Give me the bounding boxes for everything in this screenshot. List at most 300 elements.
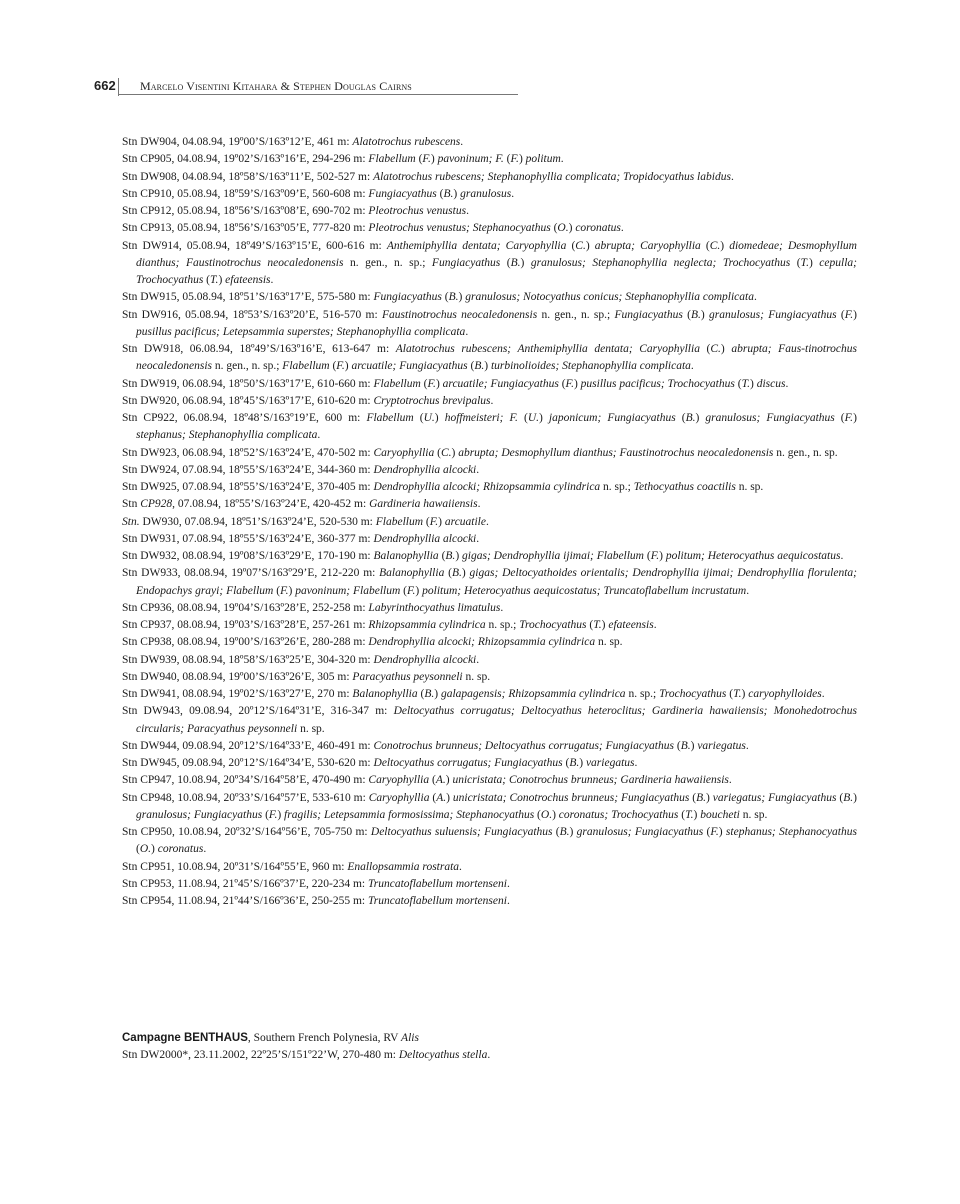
record-text: n. gen., n. sp.; (537, 308, 615, 321)
station-record (122, 548, 857, 565)
taxon-name: T. (741, 377, 750, 390)
taxon-name: B. (443, 187, 454, 200)
record-text: ( (136, 843, 140, 856)
station-record (122, 220, 857, 237)
record-text: ) (151, 843, 158, 856)
record-text: . (500, 601, 504, 614)
taxon-name: turbinolioides; Stephanophyllia complicata (490, 360, 691, 373)
taxon-name: stephanus; Stephanophyllia complicata (136, 429, 318, 442)
taxon-name: A. (435, 774, 446, 787)
record-text: ) (853, 412, 857, 424)
taxon-name: hoffmeisteri; F. (444, 412, 518, 424)
station-record (122, 738, 857, 755)
record-text: . (746, 584, 750, 597)
taxon-name: B. (474, 360, 485, 373)
taxon-name: Truncatoflabellum mortenseni (367, 877, 507, 890)
taxon-name: Anthemiphyllia dentata; Caryophyllia (386, 239, 567, 252)
record-text: ( (836, 791, 844, 804)
station-record (122, 531, 857, 548)
record-text: . (690, 360, 694, 373)
record-text: Stn CP951, 10.08.94, 20º31’S/164º55’E, 960 m: (122, 860, 348, 873)
taxon-name: variegatus (585, 757, 635, 769)
taxon-name: Deltocyathus suluensis; Fungiacyathus (370, 826, 553, 838)
taxon-name: B. (680, 739, 691, 752)
station-record (122, 514, 857, 531)
taxon-name: F. (565, 377, 574, 390)
taxon-name: B. (510, 256, 521, 269)
taxon-name: Stn. (122, 515, 140, 528)
taxon-name: B. (424, 688, 435, 700)
taxon-name: arcuatile; Fungiacyathus (442, 377, 559, 390)
taxon-name: abrupta; Caryophyllia (594, 239, 701, 252)
record-text: ( (329, 360, 337, 373)
taxon-name: Tethocyathus coactilis (633, 481, 736, 493)
record-text: n. gen., n. sp.; (343, 256, 432, 269)
record-text: Stn CP953, 11.08.94, 21º45’S/166º37’E, 220-234 m: (122, 877, 368, 890)
record-text: ) (579, 757, 586, 769)
taxon-name: Truncatoflabellum mortenseni (367, 895, 507, 907)
record-text: ) (720, 343, 732, 355)
record-text: ( (586, 619, 594, 631)
record-text: ( (675, 412, 686, 424)
record-text: ( (273, 584, 281, 597)
station-record (122, 600, 857, 617)
header-horizontal-rule (118, 94, 518, 95)
taxon-name: F. (844, 412, 854, 424)
taxon-name: O. (540, 808, 553, 821)
station-record (122, 169, 857, 186)
taxon-name: Caryophyllia (373, 446, 435, 459)
taxon-name: coronatus; Trochocyathus (558, 808, 679, 821)
taxon-name: Fungiacyathus (368, 187, 437, 200)
taxon-name: Trochocyathus (659, 688, 727, 700)
taxon-name: Pleotrochus venustus; Stephanocyathus (368, 222, 551, 235)
taxon-name: Alatotrochus rubescens; Anthemiphyllia dentata; Caryophyllia (395, 343, 700, 355)
taxon-name: Balanophyllia (379, 567, 445, 580)
taxon-name: Conotrochus brunneus; Deltocyathus corrugatus; Fungiacyathus (373, 739, 674, 752)
taxon-name: O. (557, 222, 569, 235)
record-text: n. gen., n. sp.; (212, 360, 283, 373)
record-text: Stn CP912, 05.08.94, 18º56’S/163º08’E, 690-702 m: (122, 205, 369, 217)
taxon-name: granulosus; Fungiacyathus (708, 308, 837, 321)
record-text: ( (673, 739, 681, 752)
record-text: Stn DW904, 04.08.94, 19º00’S/163º12’E, 461 m: (122, 136, 353, 148)
record-text: Stn CP913, 05.08.94, 18º56’S/163º05’E, 777-820 m: (122, 222, 369, 235)
taxon-name: coronatus (575, 222, 621, 235)
record-text: ( (203, 274, 211, 286)
taxon-name: Flabellum (375, 515, 424, 528)
record-text: . (620, 222, 624, 235)
record-text: n. sp.; (485, 619, 520, 631)
record-text: ) (344, 360, 352, 373)
taxon-name: politum; Heterocyathus aequicostatus (665, 550, 841, 562)
record-text: ) (218, 274, 226, 286)
taxon-name: abrupta; Faus-tinotrochus neocaledonensis (136, 343, 857, 373)
taxon-name: Caryophyllia (368, 791, 430, 804)
record-text: Stn DW925, 07.08.94, 18º55’S/163º24’E, 370-405 m: (122, 481, 374, 493)
taxon-name: japonicum; Fungiacyathus (548, 412, 676, 424)
record-text: . (560, 153, 564, 166)
record-text: ( (726, 688, 734, 700)
record-text: ) (601, 619, 609, 631)
taxon-name: abrupta; Desmophyllum dianthus; Faustinotrochus neocaledonensis (458, 446, 774, 459)
record-text: DW930, 07.08.94, 18º51’S/163º24’E, 520-530 m: (139, 515, 376, 528)
record-text: Stn DW923, 06.08.94, 18º52’S/163º24’E, 470-502 m: (122, 446, 374, 459)
station-record (122, 376, 857, 393)
taxon-name: Dendrophyllia alcocki (373, 463, 477, 476)
taxon-name: T. (685, 808, 694, 821)
record-text: Stn CP937, 08.08.94, 19º03’S/163º28’E, 257-261 m: (122, 619, 369, 631)
record-text: ( (438, 550, 446, 562)
record-text: ( (429, 774, 436, 787)
record-text: ( (415, 153, 423, 166)
record-text: ) (568, 222, 576, 235)
record-text: ( (552, 826, 560, 838)
record-text: Stn CP938, 08.08.94, 19º00’S/163º26’E, 280-288 m: (122, 636, 369, 649)
record-text: . (506, 895, 510, 907)
taxon-name: Alatotrochus rubescens; Stephanophyllia complicata; Tropidocyathus labidus (373, 170, 731, 183)
taxon-name: Flabellum (366, 412, 414, 424)
record-text: n. sp. (735, 481, 764, 493)
record-text: Stn DW945, 09.08.94, 20º12’S/164º34’E, 530-620 m: (122, 757, 374, 769)
record-text: ) (484, 360, 491, 373)
record-text: ) (659, 550, 666, 562)
record-text: Stn DW940, 08.08.94, 19º00’S/163º26’E, 305 m: (122, 670, 353, 683)
taxon-name: efateensis (608, 619, 654, 631)
record-text: ( (566, 239, 576, 252)
taxon-name: granulosus; Notocyathus conicus; Stephanophyllia complicata (465, 291, 754, 304)
record-text: Stn CP922, 06.08.94, 18º48’S/163º19’E, 600 m: (122, 412, 367, 424)
taxon-name: O. (139, 843, 152, 856)
station-record (122, 634, 857, 651)
taxon-name: fragilis; Letepsammia formosissima; Stephanocyathus (284, 808, 535, 821)
record-text: . (203, 843, 207, 856)
record-text: Stn CP950, 10.08.94, 20º32’S/164º56’E, 705-750 m: (122, 826, 371, 838)
station-record (122, 393, 857, 410)
record-text: ( (682, 308, 691, 321)
record-text: Stn CP954, 11.08.94, 21º44’S/166º36’E, 250-255 m: (122, 895, 368, 907)
record-text: ) (552, 808, 559, 821)
record-text: Stn DW919, 06.08.94, 18º50’S/163º17’E, 610-660 m: (122, 377, 374, 390)
station-record (122, 772, 857, 789)
record-text: ( (423, 515, 430, 528)
taxon-name: B. (843, 791, 854, 804)
taxon-name: arcuatile; Fungiacyathus (351, 360, 468, 373)
record-text: ) (455, 550, 463, 562)
taxon-name: granulosus (460, 187, 512, 200)
station-record (122, 289, 857, 306)
record-text: ( (429, 791, 437, 804)
record-text: ) (415, 584, 423, 597)
station-record (122, 341, 857, 376)
record-text: . (270, 274, 274, 286)
taxon-name: F. (422, 153, 431, 166)
record-text: n. sp.; (600, 481, 634, 493)
station-record (122, 462, 857, 479)
record-text: Stn DW932, 08.08.94, 19º08’S/163º29’E, 170-190 m: (122, 550, 374, 562)
running-header (94, 78, 854, 100)
taxon-name: U. (423, 412, 435, 424)
taxon-name: cepulla; Trochocyathus (136, 256, 857, 286)
campaign-title: Campagne BENTHAUS (122, 1032, 248, 1044)
taxon-name: A. (436, 791, 447, 804)
taxon-name: T. (593, 619, 602, 631)
taxon-name: Balanophyllia (352, 688, 418, 700)
record-text: ( (700, 239, 710, 252)
record-text: ) (700, 308, 709, 321)
record-text: Stn DW914, 05.08.94, 18º49’S/163º15’E, 600-616 m: (122, 239, 387, 252)
record-text: . (476, 463, 480, 476)
record-text: ) (853, 308, 857, 321)
campaign-vessel: Alis (401, 1032, 419, 1044)
record-text: ( (734, 377, 742, 390)
record-text: Stn CP905, 04.08.94, 19º02’S/163º16’E, 294-296 m: (122, 153, 369, 166)
record-text: . (465, 325, 469, 338)
record-text: ) (430, 153, 438, 166)
taxon-name: F. (427, 377, 436, 390)
record-text: ( (790, 256, 801, 269)
taxon-name: stephanus; Stephanocyathus (725, 826, 857, 838)
taxon-name: B. (690, 308, 701, 321)
record-text: ( (534, 808, 541, 821)
taxon-name: granulosus; Fungiacyathus (136, 808, 263, 821)
record-text: ) (438, 515, 445, 528)
taxon-name: granulosus; Fungiacyathus (576, 826, 704, 838)
station-record (122, 755, 857, 772)
record-text: Stn (122, 498, 141, 511)
station-record (122, 669, 857, 686)
record-text: Stn DW933, 08.08.94, 19º07’S/163º29’E, 212-220 m: (122, 567, 380, 580)
record-text: ) (434, 412, 445, 424)
record-text: . (506, 877, 510, 890)
taxon-name: politum; Heterocyathus aequicostatus; Truncatoflabellum incrustatum (422, 584, 747, 597)
record-text: ) (573, 377, 581, 390)
taxon-name: Caryophyllia (368, 774, 430, 787)
record-text: ( (517, 412, 528, 424)
record-text: . (745, 739, 749, 752)
record-text: ( (400, 584, 407, 597)
taxon-name: granulosus; Fungiacyathus (705, 412, 835, 424)
record-text: . (476, 653, 480, 666)
taxon-name: Fungiacyathus (373, 291, 442, 304)
station-record (122, 203, 857, 220)
record-text: ) (569, 826, 577, 838)
record-text: Stn CP936, 08.08.94, 19º04’S/163º28’E, 252-258 m: (122, 601, 369, 614)
record-text: . (477, 498, 481, 511)
record-text: . (728, 774, 732, 787)
record-text: Stn DW939, 08.08.94, 18º58’S/163º25’E, 304-320 m: (122, 653, 374, 666)
taxon-name: F. (650, 550, 660, 562)
taxon-name: F. (429, 515, 439, 528)
record-text: ( (550, 222, 558, 235)
taxon-name: arcuatile (444, 515, 486, 528)
taxon-name: C. (440, 446, 452, 459)
campaign-station-record (122, 1047, 857, 1064)
record-text: ) (690, 739, 698, 752)
taxon-name: discus (756, 377, 786, 390)
taxon-name: boucheti (700, 808, 740, 821)
taxon-name: Flabellum (282, 360, 330, 373)
station-record (122, 824, 857, 859)
record-text: ( (562, 757, 570, 769)
station-record (122, 876, 857, 893)
record-text: ( (467, 360, 475, 373)
taxon-name: Dendrophyllia alcocki; Rhizopsammia cylindrica (368, 636, 596, 649)
record-text: ) (458, 291, 466, 304)
taxon-name: B. (448, 291, 459, 304)
record-text: . (487, 1049, 491, 1062)
record-text: ) (720, 239, 730, 252)
record-text: . (485, 515, 489, 528)
station-record (122, 686, 857, 703)
taxon-name: caryophylloides (748, 688, 822, 700)
taxon-name: gigas; Dendrophyllia ijimai; Flabellum (462, 550, 644, 562)
taxon-name: B. (445, 550, 456, 562)
station-record (122, 479, 857, 496)
record-text: Stn DW943, 09.08.94, 20º12’S/164º31’E, 316-347 m: (122, 705, 394, 718)
taxon-name: diomedeae; Desmophyllum dianthus; Faustinotrochus neocaledonensis (136, 239, 857, 269)
record-text: Stn DW918, 06.08.94, 18º49’S/163º16’E, 613-647 m: (122, 343, 396, 355)
taxon-name: Fungiacyathus (431, 256, 501, 269)
record-text: Stn DW931, 07.08.94, 18º55’S/163º24’E, 360-377 m: (122, 532, 374, 545)
record-text: ( (689, 791, 697, 804)
taxon-name: F. (268, 808, 278, 821)
taxon-name: T. (733, 688, 742, 700)
record-text: ( (558, 377, 566, 390)
record-text: . (634, 757, 638, 769)
record-text: ) (435, 377, 443, 390)
record-text: n. sp. (739, 808, 768, 821)
taxon-name: variegatus; Fungiacyathus (712, 791, 837, 804)
taxon-name: Cryptotrochus brevipalus (373, 394, 491, 407)
record-text: Stn DW944, 09.08.94, 20º12’S/164º33’E, 460-491 m: (122, 739, 374, 752)
record-text: ( (503, 153, 511, 166)
record-text: ( (420, 377, 428, 390)
taxon-name: variegatus (697, 739, 746, 752)
taxon-name: Pleotrochus venustus (368, 205, 467, 217)
page-number: 662 (94, 78, 116, 93)
record-text: ( (500, 256, 511, 269)
taxon-name: B. (569, 757, 580, 769)
taxon-name: C. (575, 239, 586, 252)
record-text: n. sp. (595, 636, 623, 649)
record-text: ) (585, 239, 595, 252)
record-text: Stn DW924, 07.08.94, 18º55’S/163º24’E, 344-360 m: (122, 463, 374, 476)
taxon-name: gigas; Deltocyathoides orientalis; Dendrophyllia ijimai; Dendrophyllia florulenta; Endopachys grayi; Flabellum (136, 567, 857, 597)
taxon-name: Labyrinthocyathus limatulus (368, 601, 501, 614)
record-text: . (317, 429, 321, 442)
record-text: . (730, 170, 734, 183)
record-text: ) (461, 567, 470, 580)
record-text: ( (703, 826, 711, 838)
record-text: ) (434, 688, 441, 700)
taxon-name: Trochocyathus (519, 619, 587, 631)
record-text: ) (445, 774, 453, 787)
campaign-subtitle: , Southern French Polynesia, RV (247, 1032, 402, 1044)
station-record (122, 790, 857, 825)
station-record (122, 307, 857, 342)
taxon-name: Flabellum (373, 377, 421, 390)
taxon-name: F. (407, 584, 416, 597)
taxon-name: CP928 (140, 498, 173, 511)
record-text: ( (836, 308, 845, 321)
taxon-name: galapagensis; Rhizopsammia cylindrica (440, 688, 626, 700)
station-record (122, 151, 857, 168)
record-text: ( (699, 343, 711, 355)
station-record (122, 445, 857, 462)
record-text: ) (853, 791, 857, 804)
record-text: . (466, 205, 469, 217)
record-text: ) (520, 256, 531, 269)
record-text: ) (750, 377, 757, 390)
record-text: n. sp. (297, 722, 325, 735)
record-text: ) (808, 256, 820, 269)
station-records (122, 134, 857, 910)
campaign-heading (122, 1030, 857, 1047)
record-text: ( (417, 688, 425, 700)
station-record (122, 565, 857, 600)
record-text: . (490, 394, 494, 407)
record-text: Stn CP948, 10.08.94, 20º33’S/164º57’E, 533-610 m: (122, 791, 369, 804)
taxon-name: B. (559, 826, 570, 838)
record-text: ) (706, 791, 713, 804)
record-text: ) (693, 808, 701, 821)
taxon-name: Deltocyathus corrugatus; Fungiacyathus (373, 757, 563, 769)
taxon-name: Gardineria hawaiiensis (369, 498, 478, 511)
record-text: . (459, 860, 462, 873)
record-text: . (653, 619, 657, 631)
record-text: ( (678, 808, 686, 821)
station-record (122, 134, 857, 151)
record-text: Stn DW920, 06.08.94, 18º45’S/163º17’E, 610-620 m: (122, 394, 374, 407)
taxon-name: B. (451, 567, 462, 580)
record-text: . (460, 136, 464, 148)
station-record (122, 238, 857, 290)
taxon-name: Rhizopsammia cylindrica (368, 619, 486, 631)
record-text: . (511, 187, 515, 200)
taxon-name: Alatotrochus rubescens (352, 136, 461, 148)
record-text: Stn CP947, 10.08.94, 20º34’S/164º58’E, 470-490 m: (122, 774, 369, 787)
taxon-name: Balanophyllia (373, 550, 439, 562)
record-text: Stn DW2000*, 23.11.2002, 22º25’S/151º22’W, 270-480 m: (122, 1049, 399, 1062)
record-text: Stn DW916, 05.08.94, 18º53’S/163º20’E, 516-570 m: (122, 308, 382, 321)
taxon-name: pavoninum; Flabellum (295, 584, 401, 597)
station-record (122, 617, 857, 634)
record-text: ) (453, 187, 461, 200)
taxon-name: efateensis (225, 274, 271, 286)
taxon-name: unicristata; Conotrochus brunneus; Fungiacyathus (452, 791, 690, 804)
station-record (122, 893, 857, 910)
record-text: Stn DW908, 04.08.94, 18º58’S/163º11’E, 502-527 m: (122, 170, 374, 183)
taxon-name: pavoninum; F. (437, 153, 504, 166)
record-text: Stn DW915, 05.08.94, 18º51’S/163º17’E, 575-580 m: (122, 291, 374, 304)
taxon-name: Dendrophyllia alcocki (373, 653, 477, 666)
record-text: ) (539, 412, 549, 424)
record-text: Stn DW941, 08.08.94, 19º02’S/163º27’E, 270 m: (122, 688, 353, 700)
record-text: n. sp.; (625, 688, 660, 700)
taxon-name: Dendrophyllia alcocki (373, 532, 477, 545)
taxon-name: pusillus pacificus; Letepsammia superstes; Stephanophyllia complicata (136, 325, 466, 338)
record-text: n. gen., n. sp. (773, 446, 838, 459)
station-record (122, 859, 857, 876)
taxon-name: T. (800, 256, 809, 269)
record-text: ) (277, 808, 285, 821)
taxon-name: F. (510, 153, 519, 166)
taxon-name: B. (696, 791, 706, 804)
record-text: ) (288, 584, 296, 597)
record-text: . (840, 550, 844, 562)
record-text: ( (834, 412, 845, 424)
